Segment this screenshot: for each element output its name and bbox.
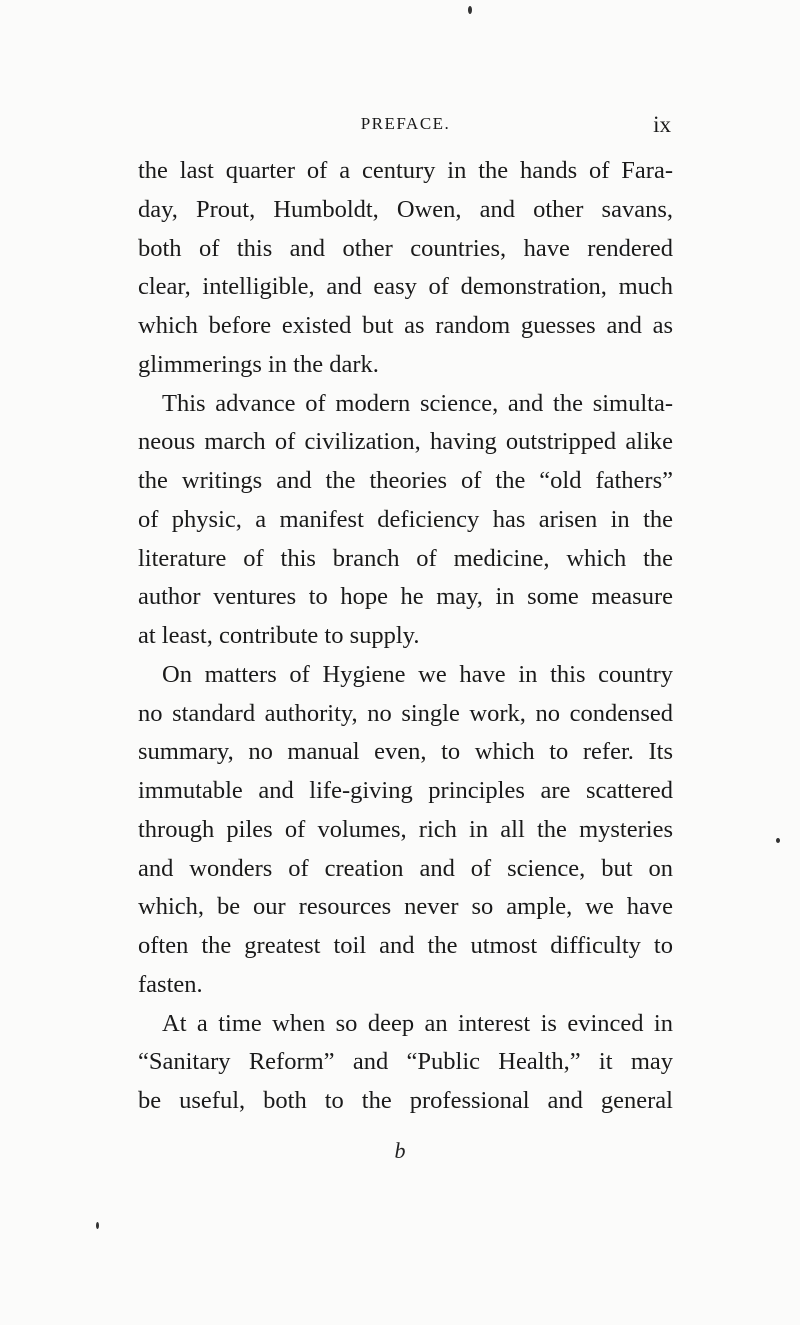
text-line: “Sanitary Reform” and “Public Health,” it may — [138, 1048, 673, 1076]
text-line: literature of this branch of medicine, which the — [138, 544, 673, 572]
text-line: This advance of modern science, and the simulta- — [162, 389, 673, 417]
text-line: On matters of Hygiene we have in this country — [162, 660, 673, 688]
text-line: often the greatest toil and the utmost difficulty to — [138, 932, 673, 959]
text-line: and wonders of creation and of science, but on — [138, 854, 673, 882]
signature-mark: b — [394, 1138, 406, 1163]
text-line: the writings and the theories of the “old fathers” — [138, 467, 673, 494]
text-line: clear, intelligible, and easy of demonstration, much — [138, 273, 673, 301]
text-line: author ventures to hope he may, in some measure — [138, 583, 673, 611]
text-line: through piles of volumes, rich in all the mysteries — [138, 815, 673, 843]
body-text — [138, 152, 673, 1121]
text-line: immutable and life-giving principles are scattered — [138, 777, 673, 804]
text-line: neous march of civilization, having outstripped alike — [138, 428, 673, 456]
page-number: ix — [653, 112, 671, 137]
ink-speck — [96, 1222, 99, 1229]
text-line: glimmerings in the dark. — [138, 350, 379, 378]
text-line: no standard authority, no single work, no condensed — [138, 699, 673, 727]
text-line: which before existed but as random guesses and as — [138, 312, 673, 339]
text-line: which, be our resources never so ample, we have — [138, 893, 673, 921]
text-line: At a time when so deep an interest is evinced in — [162, 1009, 673, 1037]
running-header — [138, 112, 673, 144]
text-line: of physic, a manifest deficiency has arisen in the — [138, 505, 673, 533]
text-line: the last quarter of a century in the hands of Fara- — [138, 157, 673, 184]
text-line: both of this and other countries, have rendered — [138, 234, 673, 262]
ink-speck — [468, 6, 472, 14]
text-line: fasten. — [138, 970, 203, 998]
text-line: be useful, both to the professional and general — [138, 1087, 673, 1114]
text-line: day, Prout, Humboldt, Owen, and other savans, — [138, 195, 673, 223]
text-line: summary, no manual even, to which to refer. Its — [138, 738, 673, 766]
ink-speck — [776, 838, 780, 843]
text-line: at least, contribute to supply. — [138, 622, 420, 649]
running-title: PREFACE. — [360, 114, 451, 133]
